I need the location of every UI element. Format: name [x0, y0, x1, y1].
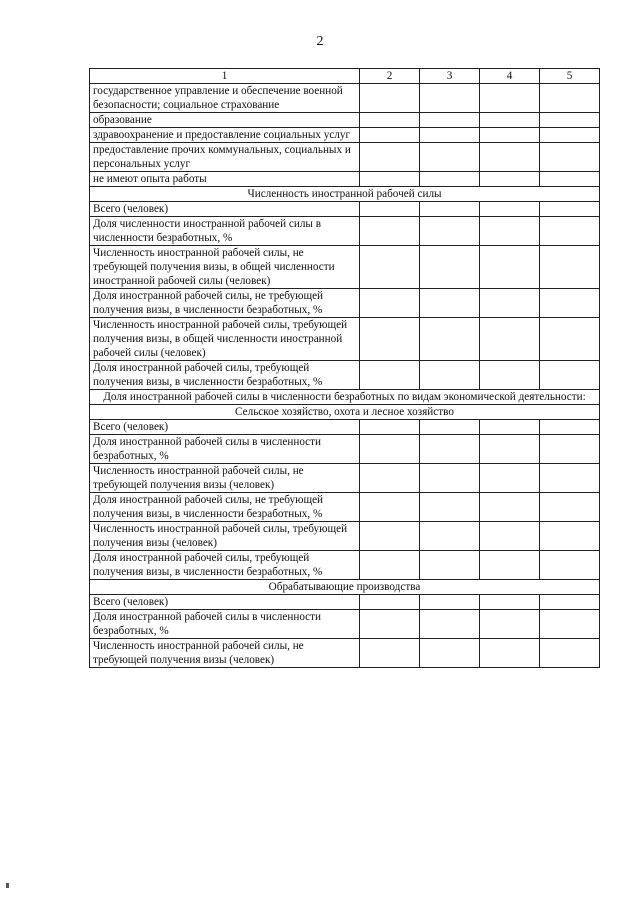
value-cell-col-4[interactable]: [480, 595, 540, 610]
value-cell-col-5[interactable]: [540, 246, 600, 289]
value-cell-col-4[interactable]: [480, 435, 540, 464]
row-label: Доля иностранной рабочей силы в численности безработных, %: [90, 435, 360, 464]
table-row: [90, 172, 600, 187]
row-label: Численность иностранной рабочей силы, не требующей получения визы, в общей численности иностранной рабочей силы (человек): [90, 246, 360, 289]
value-cell-col-2[interactable]: [360, 113, 420, 128]
value-cell-col-3[interactable]: [420, 361, 480, 390]
value-cell-col-4[interactable]: [480, 202, 540, 217]
column-number-1: 1: [90, 69, 360, 84]
value-cell-col-3[interactable]: [420, 172, 480, 187]
value-cell-col-5[interactable]: [540, 84, 600, 113]
column-number-4: 4: [480, 69, 540, 84]
table-row: [90, 361, 600, 390]
table-row: [90, 113, 600, 128]
value-cell-col-5[interactable]: [540, 217, 600, 246]
value-cell-col-3[interactable]: [420, 435, 480, 464]
value-cell-col-2[interactable]: [360, 435, 420, 464]
page-number: 2: [316, 34, 324, 49]
table-row: [90, 493, 600, 522]
table-row: [90, 420, 600, 435]
value-cell-col-5[interactable]: [540, 318, 600, 361]
value-cell-col-5[interactable]: [540, 464, 600, 493]
value-cell-col-4[interactable]: [480, 639, 540, 668]
table-row: [90, 217, 600, 246]
column-number-5: 5: [540, 69, 600, 84]
table-row: [90, 318, 600, 361]
column-number-2: 2: [360, 69, 420, 84]
value-cell-col-2[interactable]: [360, 595, 420, 610]
value-cell-col-4[interactable]: [480, 493, 540, 522]
row-label: здравоохранение и предоставление социальных услуг: [90, 128, 360, 143]
row-label: Доля иностранной рабочей силы, не требующей получения визы, в численности безработных, %: [90, 289, 360, 318]
value-cell-col-2[interactable]: [360, 361, 420, 390]
row-label: Доля иностранной рабочей силы, требующей получения визы, в численности безработных, %: [90, 361, 360, 390]
row-label: Всего (человек): [90, 420, 360, 435]
table-row: [90, 522, 600, 551]
table-row: [90, 464, 600, 493]
value-cell-col-3[interactable]: [420, 143, 480, 172]
value-cell-col-3[interactable]: [420, 493, 480, 522]
value-cell-col-4[interactable]: [480, 522, 540, 551]
value-cell-col-4[interactable]: [480, 289, 540, 318]
row-label: Доля иностранной рабочей силы, не требующей получения визы, в численности безработных, %: [90, 493, 360, 522]
value-cell-col-3[interactable]: [420, 113, 480, 128]
value-cell-col-2[interactable]: [360, 202, 420, 217]
value-cell-col-5[interactable]: [540, 172, 600, 187]
value-cell-col-2[interactable]: [360, 551, 420, 580]
table-row: [90, 128, 600, 143]
value-cell-col-3[interactable]: [420, 318, 480, 361]
section-header-row: [90, 390, 600, 405]
row-label: Всего (человек): [90, 595, 360, 610]
value-cell-col-4[interactable]: [480, 113, 540, 128]
row-label: Доля иностранной рабочей силы в численности безработных, %: [90, 610, 360, 639]
section-header-row: [90, 405, 600, 420]
value-cell-col-5[interactable]: [540, 143, 600, 172]
value-cell-col-2[interactable]: [360, 128, 420, 143]
value-cell-col-3[interactable]: [420, 464, 480, 493]
value-cell-col-5[interactable]: [540, 639, 600, 668]
value-cell-col-5[interactable]: [540, 595, 600, 610]
row-label: Численность иностранной рабочей силы, требующей получения визы, в общей численности иностранной рабочей силы (человек): [90, 318, 360, 361]
value-cell-col-5[interactable]: [540, 113, 600, 128]
row-label: предоставление прочих коммунальных, социальных и персональных услуг: [90, 143, 360, 172]
row-label: Доля иностранной рабочей силы, требующей получения визы, в численности безработных, %: [90, 551, 360, 580]
section-header-row: [90, 580, 600, 595]
value-cell-col-3[interactable]: [420, 522, 480, 551]
table-row: [90, 202, 600, 217]
value-cell-col-2[interactable]: [360, 172, 420, 187]
value-cell-col-4[interactable]: [480, 420, 540, 435]
value-cell-col-3[interactable]: [420, 202, 480, 217]
section-title: Обрабатывающие производства: [90, 580, 600, 595]
value-cell-col-2[interactable]: [360, 610, 420, 639]
table-row: [90, 289, 600, 318]
table-row: [90, 610, 600, 639]
value-cell-col-4[interactable]: [480, 128, 540, 143]
value-cell-col-2[interactable]: [360, 522, 420, 551]
value-cell-col-5[interactable]: [540, 202, 600, 217]
table-row: [90, 143, 600, 172]
value-cell-col-4[interactable]: [480, 464, 540, 493]
table-body: [90, 84, 600, 668]
section-title: Доля иностранной рабочей силы в численности безработных по видам экономической деятельности:: [90, 390, 600, 405]
value-cell-col-5[interactable]: [540, 420, 600, 435]
section-header-row: [90, 187, 600, 202]
value-cell-col-3[interactable]: [420, 420, 480, 435]
value-cell-col-4[interactable]: [480, 551, 540, 580]
value-cell-col-5[interactable]: [540, 289, 600, 318]
value-cell-col-3[interactable]: [420, 84, 480, 113]
value-cell-col-4[interactable]: [480, 217, 540, 246]
statistics-form-table: [89, 68, 600, 668]
value-cell-col-5[interactable]: [540, 610, 600, 639]
table-row: [90, 435, 600, 464]
table-row: [90, 639, 600, 668]
value-cell-col-2[interactable]: [360, 464, 420, 493]
value-cell-col-5[interactable]: [540, 522, 600, 551]
value-cell-col-4[interactable]: [480, 361, 540, 390]
value-cell-col-2[interactable]: [360, 84, 420, 113]
section-title: Численность иностранной рабочей силы: [90, 187, 600, 202]
value-cell-col-2[interactable]: [360, 289, 420, 318]
value-cell-col-4[interactable]: [480, 610, 540, 639]
value-cell-col-2[interactable]: [360, 639, 420, 668]
value-cell-col-3[interactable]: [420, 217, 480, 246]
value-cell-col-2[interactable]: [360, 246, 420, 289]
value-cell-col-3[interactable]: [420, 595, 480, 610]
value-cell-col-5[interactable]: [540, 551, 600, 580]
value-cell-col-3[interactable]: [420, 610, 480, 639]
row-label: государственное управление и обеспечение военной безопасности; социальное страхование: [90, 84, 360, 113]
row-label: Доля численности иностранной рабочей силы в численности безработных, %: [90, 217, 360, 246]
value-cell-col-5[interactable]: [540, 435, 600, 464]
column-number-row: [90, 69, 600, 84]
row-label: образование: [90, 113, 360, 128]
scan-mark: [6, 883, 9, 888]
value-cell-col-3[interactable]: [420, 639, 480, 668]
value-cell-col-4[interactable]: [480, 84, 540, 113]
row-label: не имеют опыта работы: [90, 172, 360, 187]
value-cell-col-3[interactable]: [420, 246, 480, 289]
value-cell-col-2[interactable]: [360, 143, 420, 172]
row-label: Всего (человек): [90, 202, 360, 217]
value-cell-col-3[interactable]: [420, 289, 480, 318]
table-row: [90, 246, 600, 289]
row-label: Численность иностранной рабочей силы, не требующей получения визы (человек): [90, 639, 360, 668]
value-cell-col-3[interactable]: [420, 128, 480, 143]
value-cell-col-5[interactable]: [540, 128, 600, 143]
value-cell-col-5[interactable]: [540, 361, 600, 390]
value-cell-col-4[interactable]: [480, 143, 540, 172]
column-number-3: 3: [420, 69, 480, 84]
value-cell-col-4[interactable]: [480, 246, 540, 289]
value-cell-col-3[interactable]: [420, 551, 480, 580]
table-row: [90, 551, 600, 580]
value-cell-col-2[interactable]: [360, 420, 420, 435]
value-cell-col-4[interactable]: [480, 318, 540, 361]
table-row: [90, 595, 600, 610]
value-cell-col-2[interactable]: [360, 318, 420, 361]
value-cell-col-2[interactable]: [360, 493, 420, 522]
row-label: Численность иностранной рабочей силы, не требующей получения визы (человек): [90, 464, 360, 493]
value-cell-col-2[interactable]: [360, 217, 420, 246]
table-row: [90, 84, 600, 113]
value-cell-col-4[interactable]: [480, 172, 540, 187]
row-label: Численность иностранной рабочей силы, требующей получения визы (человек): [90, 522, 360, 551]
section-title: Сельское хозяйство, охота и лесное хозяйство: [90, 405, 600, 420]
value-cell-col-5[interactable]: [540, 493, 600, 522]
